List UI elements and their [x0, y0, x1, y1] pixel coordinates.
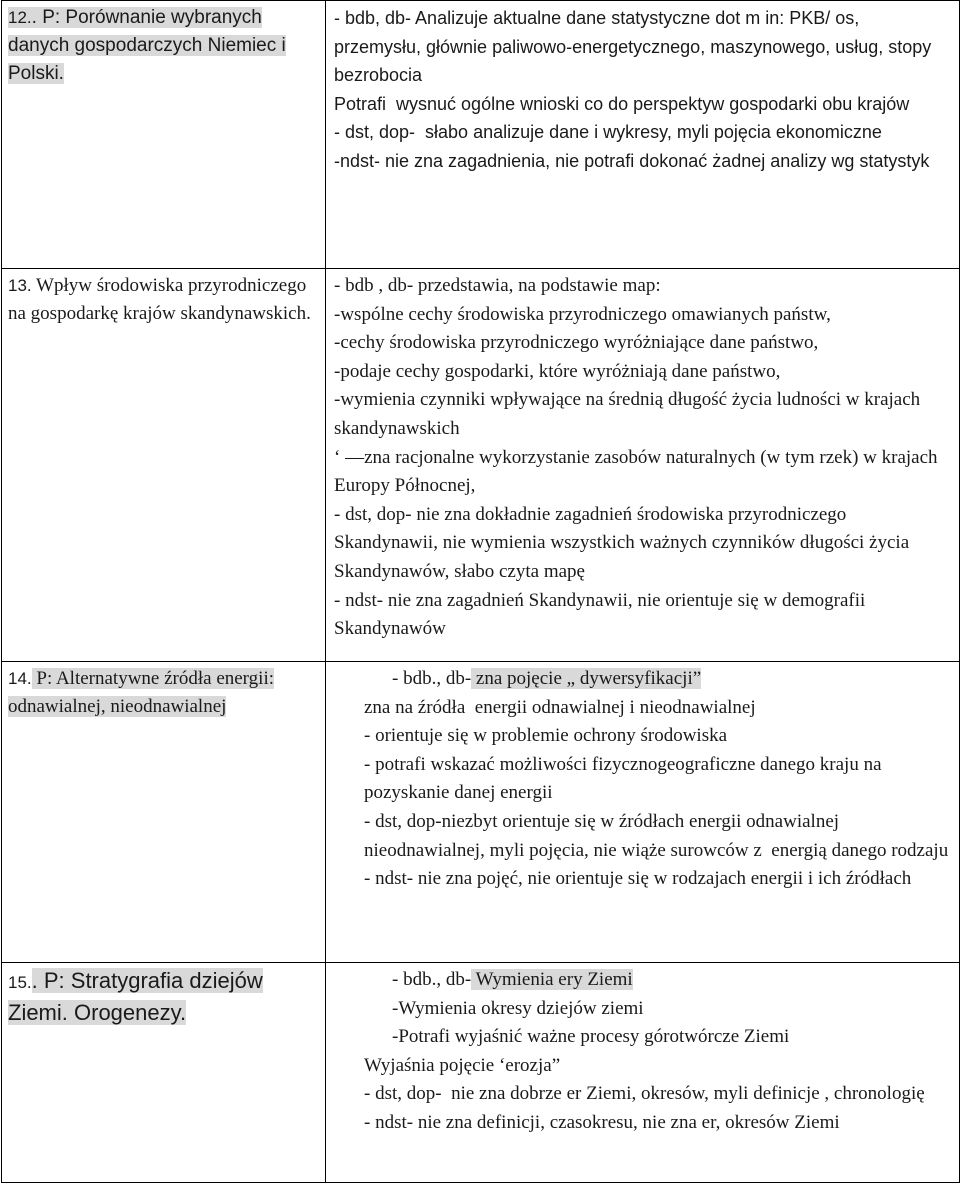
topic-text: [2, 1, 325, 88]
description-line: -wymienia czynniki wpływające na średnią długość życia ludności w krajach skandynawskich: [334, 389, 925, 439]
description-line: - ndst- nie zna pojęć, nie orientuje się w rodzajach energii i ich źródłach: [364, 868, 912, 890]
description-text: [326, 662, 959, 894]
description-line: - orientuje się w problemie ochrony środowiska: [364, 725, 728, 747]
description-line: - dst, dop- nie zna dobrze er Ziemi, okresów, myli definicje , chronologię: [364, 1083, 925, 1105]
topic-text: [2, 269, 325, 328]
description-line: [364, 665, 951, 694]
table-row: [2, 662, 960, 963]
description-line: -Potrafi wyjaśnić ważne procesy górotwórcze Ziemi: [392, 1026, 790, 1048]
grade-label: - bdb., db-: [392, 668, 472, 689]
topic-title: Wpływ środowiska przyrodniczego na gospodarkę krajów skandynawskich.: [8, 275, 311, 324]
topic-title-continued: odnawialnej, nieodnawialnej: [8, 696, 227, 717]
topic-number: 13.: [8, 276, 32, 295]
grade-detail: zna pojęcie „ dywersyfikacji”: [471, 668, 702, 689]
topic-title-continued: Ziemi. Orogenezy.: [8, 1000, 187, 1025]
description-cell: [326, 963, 960, 1183]
description-line: - ndst- nie zna zagadnień Skandynawii, nie orientuje się w demografii Skandynawów: [334, 589, 871, 640]
description-line: Wyjaśnia pojęcie ‘erozja”: [364, 1054, 561, 1076]
grade-detail: Wymienia ery Ziemi: [471, 969, 633, 990]
description-line: [364, 966, 951, 995]
description-text: [326, 963, 959, 1138]
description-line: - ndst- nie zna definicji, czasokresu, nie zna er, okresów Ziemi: [364, 1111, 840, 1133]
topic-text: [2, 662, 325, 721]
topic-title: P: Alternatywne źródła energii:: [31, 668, 275, 689]
description-text: [326, 1, 959, 176]
topic-number: 14.: [8, 669, 32, 688]
description-line: ‘ —zna racjonalne wykorzystanie zasobów naturalnych (w tym rzek) w krajach Europy Północnej,: [334, 446, 943, 497]
description-line: -ndst- nie zna zagadnienia, nie potrafi dokonać żadnej analizy wg statystyk: [334, 150, 930, 171]
topic-text: [2, 963, 325, 1028]
description-line: - bdb , db- przedstawia, na podstawie map:: [334, 275, 661, 296]
description-line: -wspólne cechy środowiska przyrodniczego omawianych państw,: [334, 303, 831, 325]
topic-title: . P: Stratygrafia dziejów: [31, 968, 263, 993]
description-line: - dst, dop-niezbyt orientuje się w źródłach energii odnawialnej nieodnawialnej, myli pojęcia, nie wiąże surowców z energią danego rodzaju: [364, 810, 949, 861]
table-row: [2, 963, 960, 1183]
description-cell: [326, 1, 960, 269]
description-line: - dst, dop- nie zna dokładnie zagadnień środowiska przyrodniczego Skandynawii, nie wymienia wszystkich ważnych czynników długości życia Skandynawów, słabo czyta mapę: [334, 503, 914, 582]
requirements-table: [1, 0, 960, 1183]
description-line: - dst, dop- słabo analizuje dane i wykresy, myli pojęcia ekonomiczne: [334, 122, 882, 143]
table-row: [2, 269, 960, 662]
grade-label: - bdb., db-: [392, 969, 472, 990]
topic-cell: [2, 269, 326, 662]
table-row: [2, 1, 960, 269]
topic-number: 15.: [8, 973, 32, 992]
topic-cell: [2, 1, 326, 269]
description-line: -Wymienia okresy dziejów ziemi: [392, 997, 644, 1019]
description-line: -cechy środowiska przyrodniczego wyróżniające dane państwo,: [334, 332, 819, 354]
description-cell: [326, 269, 960, 662]
topic-cell: [2, 662, 326, 963]
description-line: -podaje cechy gospodarki, które wyróżniają dane państwo,: [334, 360, 781, 382]
topic-cell: [2, 963, 326, 1183]
description-line: Potrafi wysnuć ogólne wnioski co do perspektyw gospodarki obu krajów: [334, 93, 910, 114]
description-line: - bdb, db- Analizuje aktualne dane statystyczne dot m in: PKB/ os, przemysłu, głównie paliwowo-energetycznego, maszynowego, usług, stopy bezrobocia: [334, 8, 937, 86]
description-text: [326, 269, 959, 644]
topic-title: . P: Porównanie wybranych danych gospodarczych Niemiec i Polski.: [8, 7, 286, 84]
description-line: - potrafi wskazać możliwości fizycznogeograficzne danego kraju na pozyskanie danej energii: [364, 753, 887, 804]
description-line: zna na źródła energii odnawialnej i nieodnawialnej: [364, 696, 756, 718]
description-cell: [326, 662, 960, 963]
topic-number: 12.: [8, 8, 32, 27]
